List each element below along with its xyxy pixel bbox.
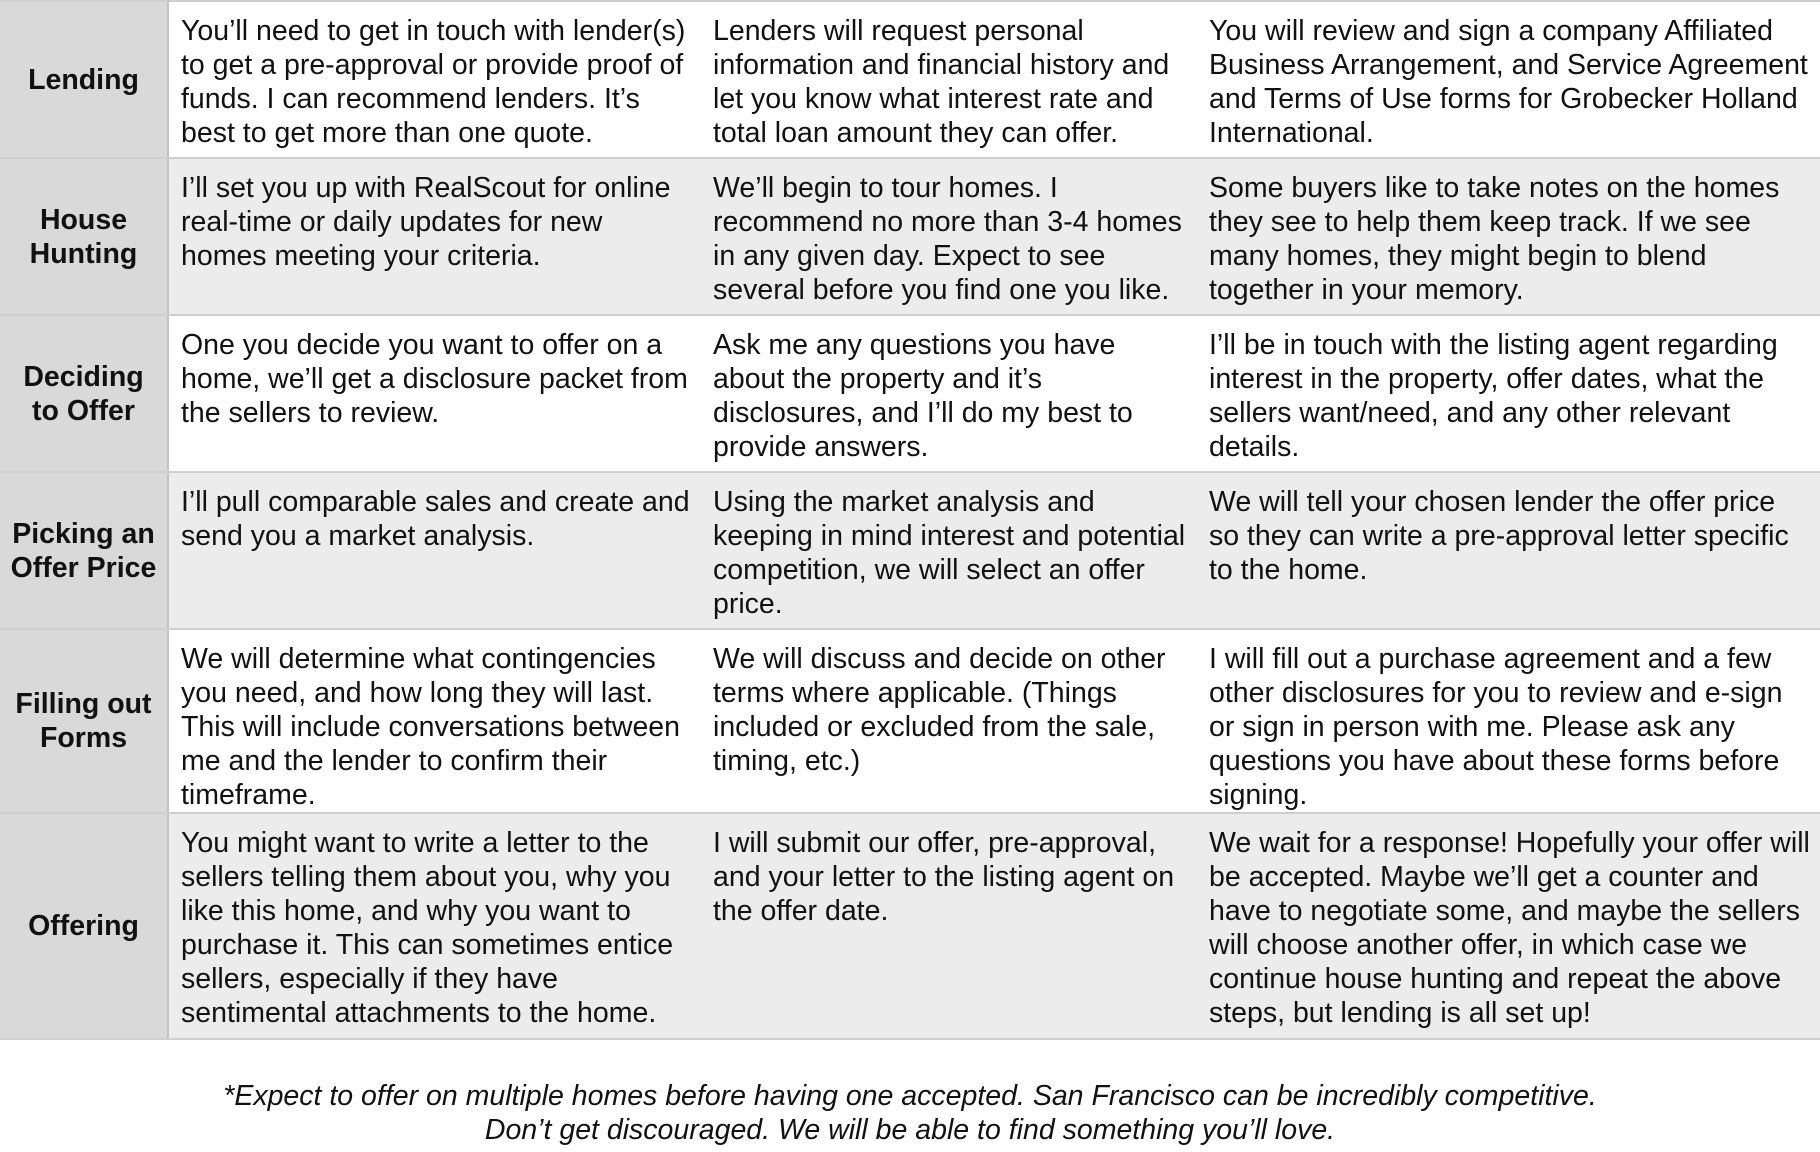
table-row-filling-out-forms: [0, 629, 1820, 813]
step-cell: We will discuss and decide on other terms where applicable. (Things included or excluded from the sale, timing, etc.): [703, 629, 1203, 813]
step-cell: We will determine what contingencies you need, and how long they will last. This will include conversations between me and the lender to confirm their timeframe.: [168, 629, 703, 813]
table-row-lending: [0, 1, 1820, 158]
table-row-picking-offer-price: [0, 472, 1820, 629]
row-label: House Hunting: [0, 158, 168, 315]
step-cell: I will submit our offer, pre-approval, and your letter to the listing agent on the offer date.: [703, 813, 1203, 1039]
row-label: Offering: [0, 813, 168, 1039]
step-cell: Lenders will request personal information and financial history and let you know what interest rate and total loan amount they can offer.: [703, 1, 1203, 158]
row-label: Lending: [0, 1, 168, 158]
footer-note-line-1: *Expect to offer on multiple homes before having one accepted. San Francisco can be incredibly competitive.: [223, 1080, 1597, 1112]
step-cell: We will tell your chosen lender the offer price so they can write a pre-approval letter specific to the home.: [1203, 472, 1820, 629]
step-cell: I’ll be in touch with the listing agent regarding interest in the property, offer dates, what the sellers want/need, and any other relevant details.: [1203, 315, 1820, 472]
step-cell: We’ll begin to tour homes. I recommend no more than 3-4 homes in any given day. Expect to see several before you find one you like.: [703, 158, 1203, 315]
footer-note-line-2: Don’t get discouraged. We will be able to find something you’ll love.: [484, 1114, 1336, 1146]
table-row-house-hunting: [0, 158, 1820, 315]
step-cell: Using the market analysis and keeping in mind interest and potential competition, we will select an offer price.: [703, 472, 1203, 629]
table-row-offering: [0, 813, 1820, 1039]
table-row-deciding-to-offer: [0, 315, 1820, 472]
step-cell: Ask me any questions you have about the property and it’s disclosures, and I’ll do my best to provide answers.: [703, 315, 1203, 472]
step-cell: You’ll need to get in touch with lender(s) to get a pre-approval or provide proof of funds. I can recommend lenders. It’s best to get more than one quote.: [168, 1, 703, 158]
step-cell: I’ll pull comparable sales and create and send you a market analysis.: [168, 472, 703, 629]
step-cell: You will review and sign a company Affiliated Business Arrangement, and Service Agreement and Terms of Use forms for Grobecker Holland International.: [1203, 1, 1820, 158]
row-label: Filling out Forms: [0, 629, 168, 813]
row-label: Picking an Offer Price: [0, 472, 168, 629]
row-label: Deciding to Offer: [0, 315, 168, 472]
step-cell: I’ll set you up with RealScout for online real-time or daily updates for new homes meeting your criteria.: [168, 158, 703, 315]
step-cell: We wait for a response! Hopefully your offer will be accepted. Maybe we’ll get a counter and have to negotiate some, and maybe the sellers will choose another offer, in which case we continue house hunting and repeat the above steps, but lending is all set up!: [1203, 813, 1820, 1039]
step-cell: You might want to write a letter to the sellers telling them about you, why you like this home, and why you want to purchase it. This can sometimes entice sellers, especially if they have sentimental attachments to the home.: [168, 813, 703, 1039]
step-cell: I will fill out a purchase agreement and a few other disclosures for you to review and e-sign or sign in person with me. Please ask any questions you have about these forms before signing.: [1203, 629, 1820, 813]
step-cell: Some buyers like to take notes on the homes they see to help them keep track. If we see many homes, they might begin to blend together in your memory.: [1203, 158, 1820, 315]
step-cell: One you decide you want to offer on a home, we’ll get a disclosure packet from the sellers to review.: [168, 315, 703, 472]
